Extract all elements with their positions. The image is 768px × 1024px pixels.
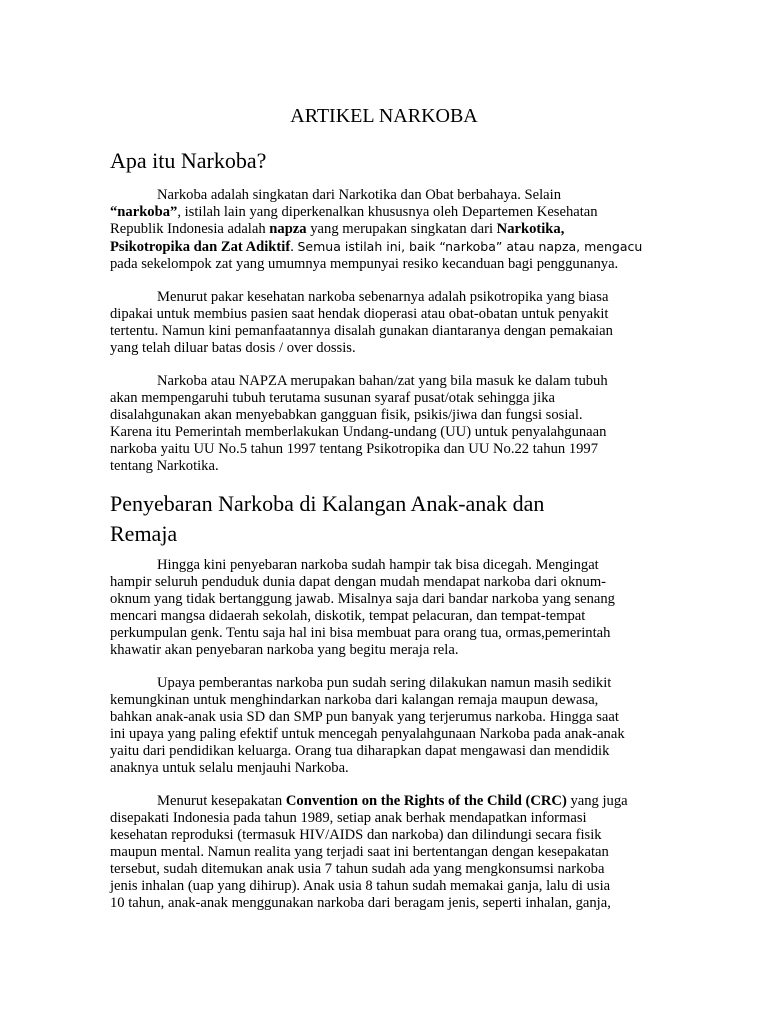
- paragraph: [110, 675, 670, 777]
- article-title: ARTIKEL NARKOBA: [290, 105, 478, 127]
- paragraph-line: Narkoba adalah singkatan dari Narkotika dan Obat berbahaya. Selain: [157, 187, 562, 203]
- paragraph-line: Republik Indonesia adalah napza yang merupakan singkatan dari Narkotika,: [110, 221, 565, 237]
- paragraph-line: Narkoba atau NAPZA merupakan bahan/zat yang bila masuk ke dalam tubuh: [157, 373, 608, 389]
- paragraph-line: anaknya untuk selalu menjauhi Narkoba.: [110, 760, 349, 776]
- paragraph-line: 10 tahun, anak-anak menggunakan narkoba dari beragam jenis, seperti inhalan, ganja,: [110, 895, 611, 911]
- paragraph-line: disepakati Indonesia pada tahun 1989, setiap anak berhak mendapatkan informasi: [110, 810, 587, 826]
- paragraph-line: Menurut kesepakatan Convention on the Rights of the Child (CRC) yang juga: [157, 793, 628, 809]
- paragraph-line: Upaya pemberantas narkoba pun sudah sering dilakukan namun masih sedikit: [157, 675, 612, 691]
- section-heading-penyebaran-narkoba: Penyebaran Narkoba di Kalangan Anak-anak dan Remaja: [110, 491, 545, 546]
- paragraph-line: Menurut pakar kesehatan narkoba sebenarnya adalah psikotropika yang biasa: [157, 289, 609, 305]
- paragraph-line: perkumpulan genk. Tentu saja hal ini bisa membuat para orang tua, ormas,pemerintah: [110, 625, 611, 641]
- section-heading-apa-itu-narkoba: Apa itu Narkoba?: [110, 148, 267, 173]
- paragraph-line: ini upaya yang paling efektif untuk mencegah penyalahgunaan Narkoba pada anak-anak: [110, 726, 625, 742]
- paragraph-line: tersebut, sudah ditemukan anak usia 7 tahun sudah ada yang mengkonsumsi narkoba: [110, 861, 605, 877]
- paragraph-line: dipakai untuk membius pasien saat hendak dioperasi atau obat-obatan untuk penyakit: [110, 306, 609, 322]
- paragraph-line: narkoba yaitu UU No.5 tahun 1997 tentang Psikotropika dan UU No.22 tahun 1997: [110, 441, 599, 457]
- paragraph: [110, 289, 670, 357]
- paragraph-line: khawatir akan penyebaran narkoba yang begitu meraja rela.: [110, 642, 459, 658]
- paragraph-line: kesehatan reproduksi (termasuk HIV/AIDS dan narkoba) dan dilindungi secara fisik: [110, 827, 602, 843]
- paragraph: [110, 187, 670, 273]
- paragraph-line: Psikotropika dan Zat Adiktif. Semua istilah ini, baik “narkoba” atau napza, mengacu: [110, 239, 643, 255]
- paragraph-line: Karena itu Pemerintah memberlakukan Undang-undang (UU) untuk penyalahgunaan: [110, 424, 607, 440]
- paragraph-line: “narkoba”, istilah lain yang diperkenalkan khususnya oleh Departemen Kesehatan: [110, 204, 598, 220]
- paragraph-line: tentang Narkotika.: [110, 458, 219, 474]
- paragraph-line: oknum yang tidak bertanggung jawab. Misalnya saja dari bandar narkoba yang senang: [110, 591, 615, 607]
- paragraph-line: yaitu dari pendidikan keluarga. Orang tua diharapkan dapat mengawasi dan mendidik: [110, 743, 610, 759]
- paragraph-line: yang telah diluar batas dosis / over dossis.: [110, 340, 356, 356]
- paragraph: [110, 557, 670, 659]
- paragraph: [110, 793, 670, 912]
- paragraph: [110, 373, 670, 475]
- paragraph-line: jenis inhalan (uap yang dihirup). Anak usia 8 tahun sudah memakai ganja, lalu di usia: [110, 878, 611, 894]
- paragraph-line: tertentu. Namun kini pemanfaatannya disalah gunakan diantaranya dengan pemakaian: [110, 323, 613, 339]
- paragraph-line: bahkan anak-anak usia SD dan SMP pun banyak yang terjerumus narkoba. Hingga saat: [110, 709, 619, 725]
- paragraph-line: disalahgunakan akan menyebabkan gangguan fisik, psikis/jiwa dan fungsi sosial.: [110, 407, 583, 423]
- paragraph-line: akan mempengaruhi tubuh terutama susunan syaraf pusat/otak sehingga jika: [110, 390, 555, 406]
- paragraph-line: maupun mental. Namun realita yang terjadi saat ini bertentangan dengan kesepakatan: [110, 844, 609, 860]
- paragraph-line: pada sekelompok zat yang umumnya mempunyai resiko kecanduan bagi penggunanya.: [110, 256, 619, 272]
- paragraph-line: kemungkinan untuk menghindarkan narkoba dari kalangan remaja maupun dewasa,: [110, 692, 599, 708]
- paragraph-line: Hingga kini penyebaran narkoba sudah hampir tak bisa dicegah. Mengingat: [157, 557, 599, 573]
- paragraph-line: mencari mangsa didaerah sekolah, diskotik, tempat pelacuran, dan tempat-tempat: [110, 608, 586, 624]
- paragraph-line: hampir seluruh penduduk dunia dapat dengan mudah mendapat narkoba dari oknum-: [110, 574, 607, 590]
